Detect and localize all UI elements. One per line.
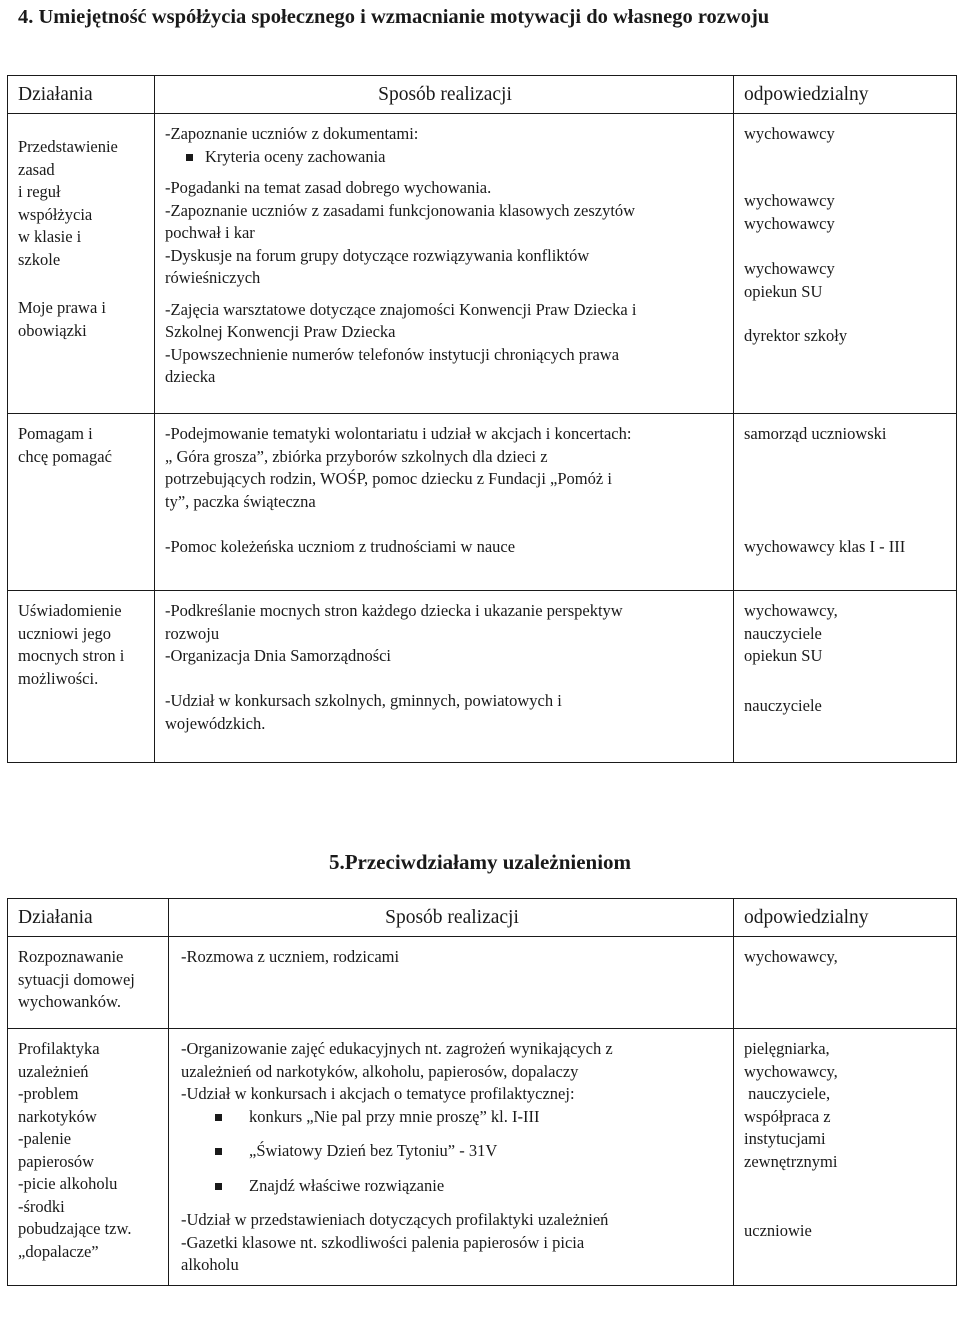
methods-cell: -Podejmowanie tematyki wolontariatu i udział w akcjach i koncertach: „ Góra grosza”, zbiórka przyborów szkolnych dla dzieci z potrzebujących rodzin, WOŚP, pomoc dziecku z Fundacji „Pomóż i ty”, paczka świąteczna -Pomoc koleżeńska uczniom z trudnościami w nauce: [155, 414, 734, 591]
action-cell: Uświadomienie uczniowi jego mocnych stron i możliwości.: [8, 591, 155, 763]
section-5-heading: 5.Przeciwdziałamy uzależnieniom: [328, 850, 632, 874]
table-row: [8, 414, 957, 591]
action-cell: Rozpoznawanie sytuacji domowej wychowanków.: [8, 937, 169, 1029]
list-item: konkurs „Nie pal przy mnie proszę” kl. I-III: [181, 1106, 725, 1129]
methods-cell: -Zapoznanie uczniów z dokumentami: Kryteria oceny zachowania -Pogadanki na temat zasad dobrego wychowania. -Zapoznanie uczniów z zasadami funkcjonowania klasowych zeszytów pochwał i kar -Dyskusje na forum grupy dotyczące rozwiązywania konfliktów rówieśniczych -Zajęcia warsztatowe dotyczące znajomości Konwencji Praw Dziecka i Szkolnej Konwencji Praw Dziecka -Upowszechnienie numerów telefonów instytucji chroniących prawa dziecka: [155, 114, 734, 414]
section-4-heading: 4. Umiejętność współżycia społecznego i wzmacnianie motywacji do własnego rozwoju: [18, 6, 770, 28]
header-methods: Sposób realizacji: [155, 76, 734, 114]
table-row: [8, 937, 957, 1029]
table-header-row: [8, 899, 957, 937]
methods-cell: -Podkreślanie mocnych stron każdego dziecka i ukazanie perspektyw rozwoju -Organizacja Dnia Samorządności -Udział w konkursach szkolnych, gminnych, powiatowych i wojewódzkich.: [155, 591, 734, 763]
list-item: Kryteria oceny zachowania: [165, 146, 725, 169]
list-item: „Światowy Dzień bez Tytoniu” - 31V: [181, 1140, 725, 1163]
responsible-cell: samorząd uczniowski wychowawcy klas I - III: [734, 414, 957, 591]
table-row: [8, 591, 957, 763]
responsible-cell: wychowawcy,: [734, 937, 957, 1029]
responsible-cell: wychowawcy wychowawcy wychowawcy wychowawcy opiekun SU dyrektor szkoły: [734, 114, 957, 414]
methods-cell: -Rozmowa z uczniem, rodzicami: [169, 937, 734, 1029]
action-cell: Profilaktyka uzależnień -problem narkotyków -palenie papierosów -picie alkoholu -środki pobudzające tzw. „dopalacze”: [8, 1029, 169, 1286]
table-row: [8, 114, 957, 414]
section-5-table: [7, 898, 957, 1286]
table-row: [8, 1029, 957, 1286]
header-methods: Sposób realizacji: [169, 899, 734, 937]
list-item: Znajdź właściwe rozwiązanie: [181, 1175, 725, 1198]
action-cell: Pomagam i chcę pomagać: [8, 414, 155, 591]
header-actions: Działania: [8, 899, 169, 937]
action-cell: Przedstawienie zasad i reguł współżycia w klasie i szkole Moje prawa i obowiązki: [8, 114, 155, 414]
responsible-cell: pielęgniarka, wychowawcy, nauczyciele, współpraca z instytucjami zewnętrznymi uczniowie: [734, 1029, 957, 1286]
section-4-table: [7, 75, 957, 763]
header-responsible: odpowiedzialny: [734, 899, 957, 937]
header-actions: Działania: [8, 76, 155, 114]
responsible-cell: wychowawcy, nauczyciele opiekun SU nauczyciele: [734, 591, 957, 763]
table-header-row: [8, 76, 957, 114]
methods-cell: -Organizowanie zajęć edukacyjnych nt. zagrożeń wynikających z uzależnień od narkotyków, alkoholu, papierosów, dopalaczy -Udział w konkursach i akcjach o tematyce profilaktycznej: konkurs „Nie pal przy mnie proszę” kl. I-III „Światowy Dzień bez Tytoniu” - 31V Znajdź właściwe rozwiązanie -Udział w przedstawieniach dotyczących profilaktyki uzależnień -Gazetki klasowe nt. szkodliwości palenia papierosów i picia alkoholu: [169, 1029, 734, 1286]
header-responsible: odpowiedzialny: [734, 76, 957, 114]
